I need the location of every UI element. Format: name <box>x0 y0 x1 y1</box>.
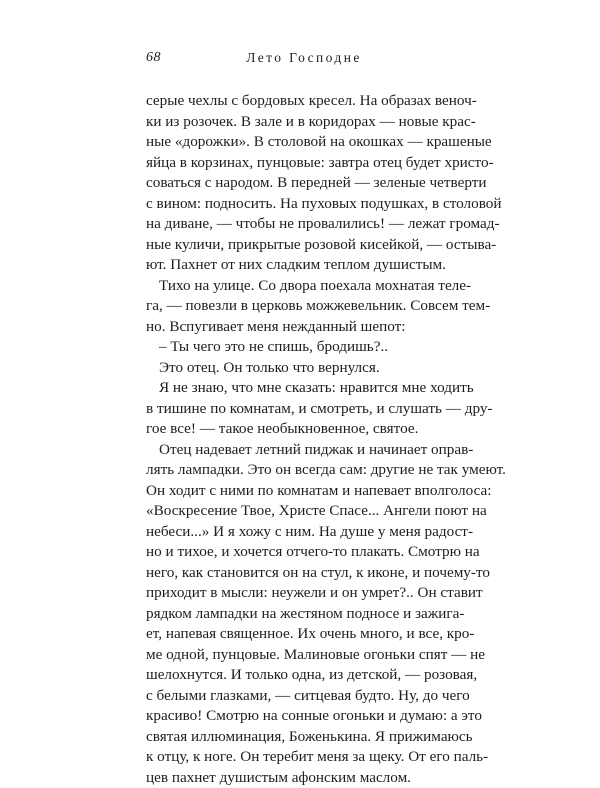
text-line: к отцу, к ноге. Он теребит меня за щеку. От его паль- <box>146 747 462 768</box>
text-line: Я не знаю, что мне сказать: нравится мне ходить <box>146 378 462 399</box>
text-line: соваться с народом. В передней — зеленые четверти <box>146 173 462 194</box>
text-line: цев пахнет душистым афонским маслом. <box>146 768 462 788</box>
text-line: на диване, — чтобы не провалились! — лежат громад- <box>146 214 462 235</box>
text-line: красиво! Смотрю на сонные огоньки и думаю: а это <box>146 706 462 727</box>
text-line: ет, напевая священное. Их очень много, и все, кро- <box>146 624 462 645</box>
text-line: «Воскресение Твое, Христе Спасе... Ангели поют на <box>146 501 462 522</box>
text-line: га, — повезли в церковь можжевельник. Совсем тем- <box>146 296 462 317</box>
text-line: яйца в корзинах, пунцовые: завтра отец будет христо- <box>146 153 462 174</box>
text-line: ют. Пахнет от них сладким теплом душистым. <box>146 255 462 276</box>
body-text <box>146 91 462 788</box>
text-line: шелохнутся. И только одна, из детской, — розовая, <box>146 665 462 686</box>
text-line: – Ты чего это не спишь, бродишь?.. <box>146 337 462 358</box>
text-line: Это отец. Он только что вернулся. <box>146 358 462 379</box>
text-line: с белыми глазками, — ситцевая будто. Ну, до чего <box>146 686 462 707</box>
text-line: приходит в мысли: неужели и он умрет?.. Он ставит <box>146 583 462 604</box>
text-line: серые чехлы с бордовых кресел. На образах веноч- <box>146 91 462 112</box>
text-line: святая иллюминация, Боженькина. Я прижимаюсь <box>146 727 462 748</box>
text-line: него, как становится он на стул, к иконе, и почему-то <box>146 563 462 584</box>
running-title: Лето Господне <box>146 50 462 66</box>
text-line: но и тихое, и хочется отчего-то плакать. Смотрю на <box>146 542 462 563</box>
text-line: гое все! — такое необыкновенное, святое. <box>146 419 462 440</box>
text-line: ки из розочек. В зале и в коридорах — новые крас- <box>146 112 462 133</box>
text-line: в тишине по комнатам, и смотреть, и слушать — дру- <box>146 399 462 420</box>
text-line: ные «дорожки». В столовой на окошках — крашеные <box>146 132 462 153</box>
text-line: ные куличи, прикрытые розовой кисейкой, — остыва- <box>146 235 462 256</box>
text-line: лять лампадки. Это он всегда сам: другие не так умеют. <box>146 460 462 481</box>
text-line: Он ходит с ними по комнатам и напевает вполголоса: <box>146 481 462 502</box>
running-head <box>146 50 462 72</box>
text-line: но. Вспугивает меня нежданный шепот: <box>146 317 462 338</box>
text-line: небеси...» И я хожу с ним. На душе у меня радост- <box>146 522 462 543</box>
text-line: ме одной, пунцовые. Малиновые огоньки спят — не <box>146 645 462 666</box>
text-line: Тихо на улице. Со двора поехала мохнатая теле- <box>146 276 462 297</box>
text-line: рядком лампадки на жестяном подносе и зажига- <box>146 604 462 625</box>
text-line: с вином: подносить. На пуховых подушках, в столовой <box>146 194 462 215</box>
page-number: 68 <box>146 50 161 66</box>
text-line: Отец надевает летний пиджак и начинает оправ- <box>146 440 462 461</box>
